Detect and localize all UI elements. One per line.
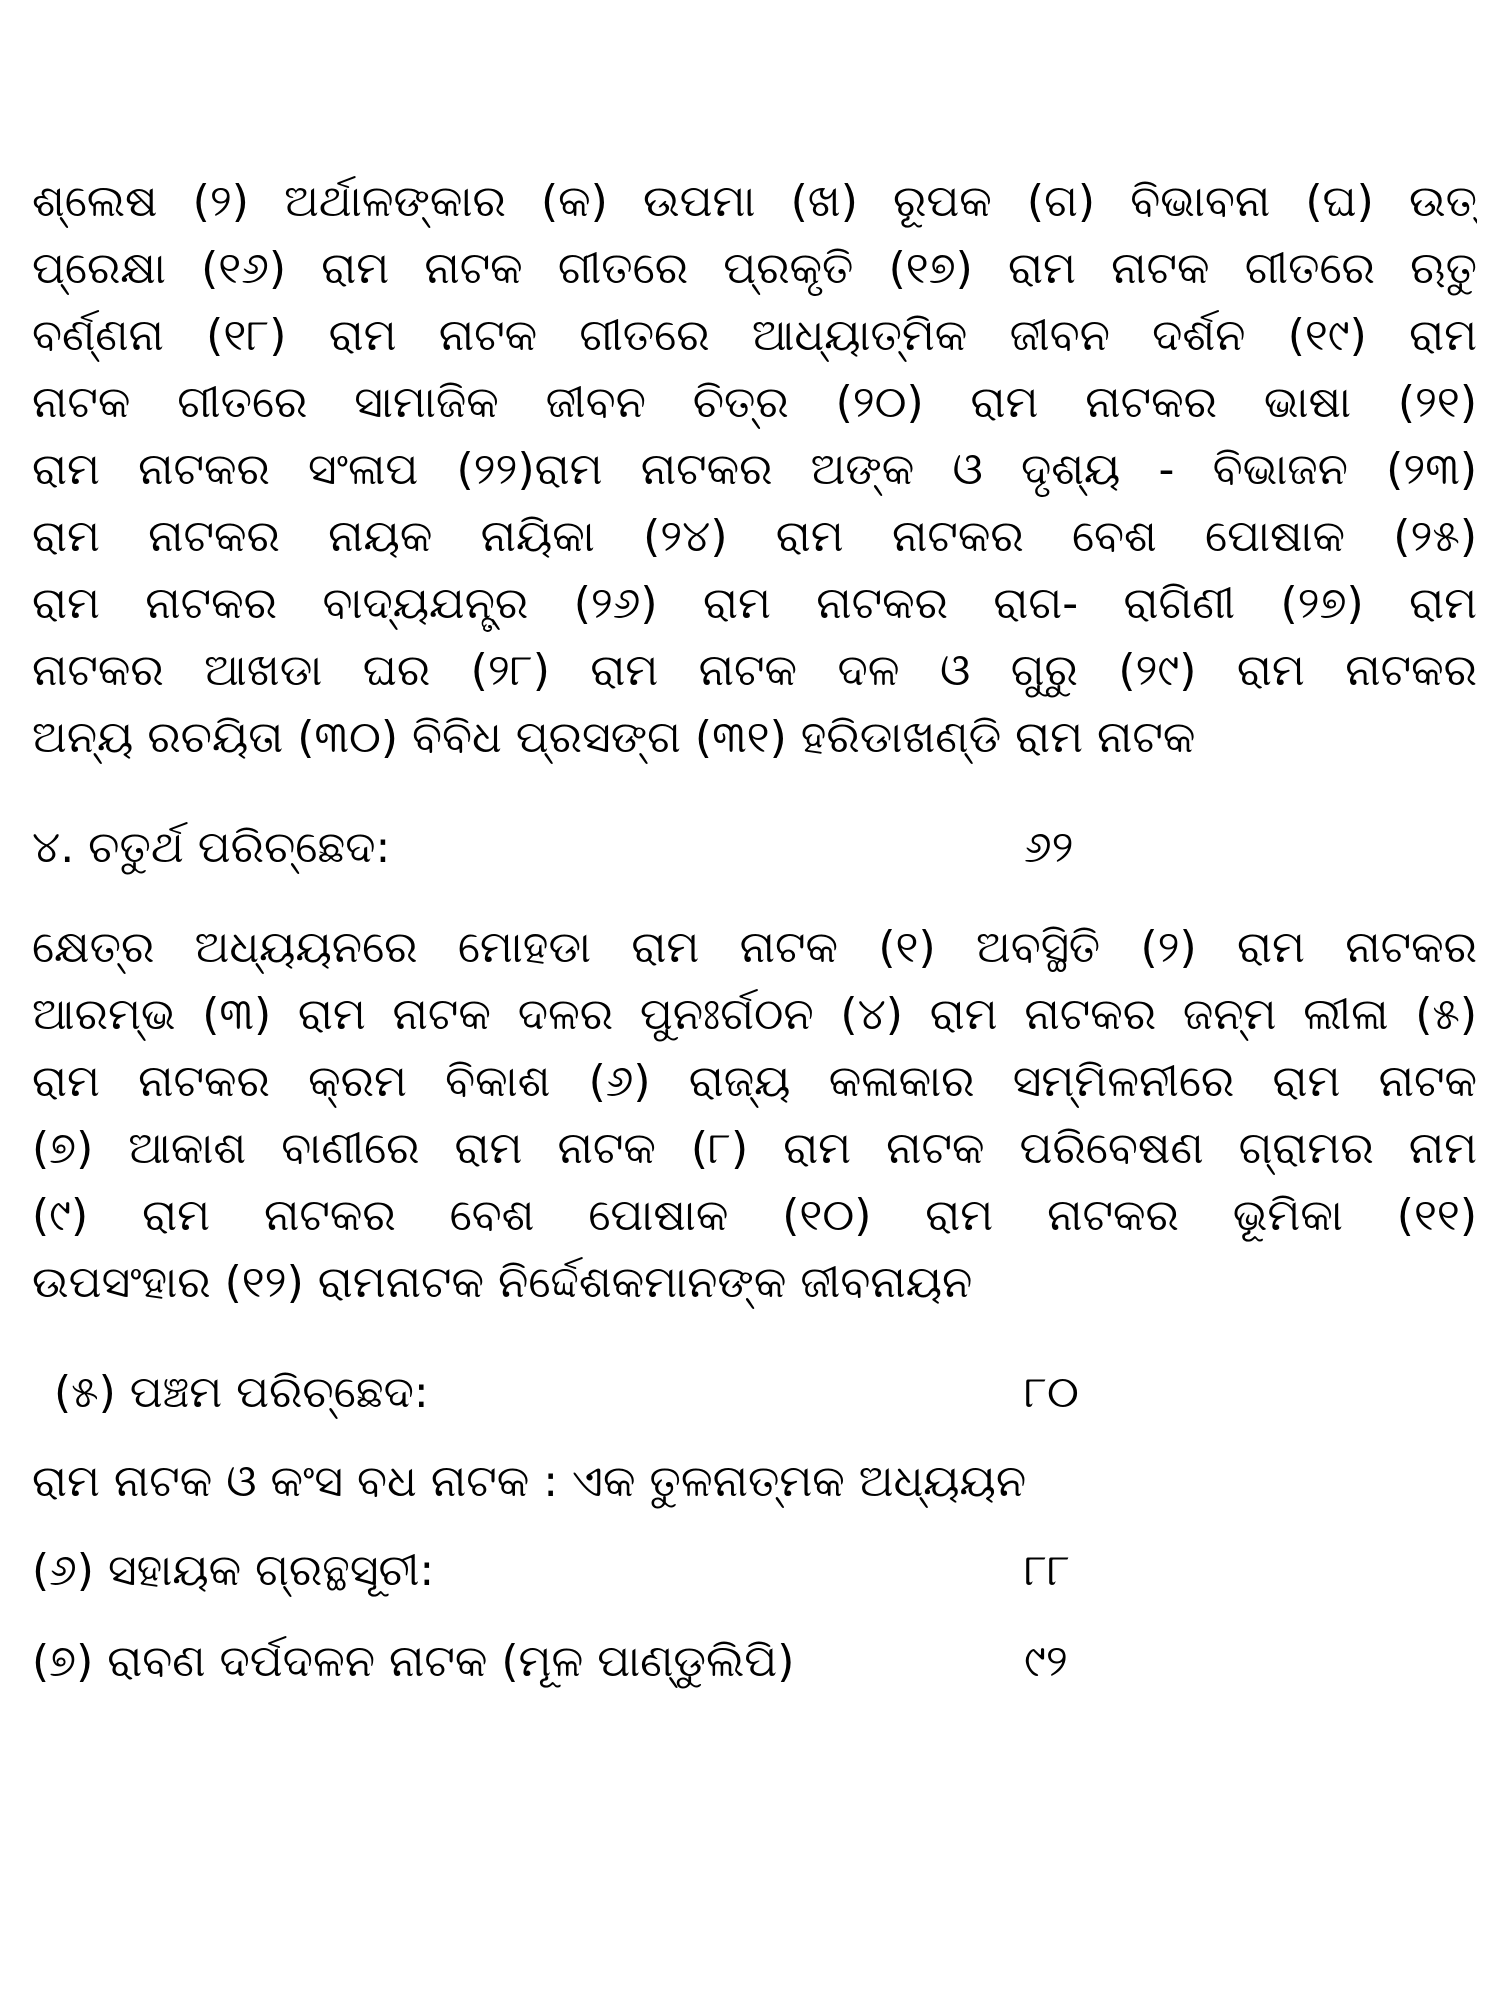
toc-entry-chapter6	[32, 1541, 1477, 1601]
chapter5-subtitle: ରାମ ନାଟକ ଓ କଂସ ବଧ ନାଟକ : ଏକ ତୁଳନାତ୍ମକ ଅଧ୍ୟୟନ	[32, 1456, 1027, 1507]
paragraph2-line: ଉପସଂହାର (୧୨) ରାମନାଟକ ନିର୍ଦ୍ଦେଶକମାନଙ୍କ ଜୀବନାୟନ	[32, 1257, 973, 1308]
toc-chapter6-page: ୮୮	[1024, 1545, 1070, 1596]
toc-chapter6-title: (୬) ସହାୟକ ଗ୍ରନ୍ଥସୂଚୀ:	[32, 1545, 435, 1596]
paragraph1-line: ବର୍ଣ୍ଣନା (୧୮) ରାମ ନାଟକ ଗୀତରେ ଆଧ୍ୟାତ୍ମିକ ଜୀବନ ଦର୍ଶନ (୧୯) ରାମ	[32, 310, 1477, 361]
toc-chapter5-page: ୮୦	[1024, 1367, 1079, 1418]
paragraph1-line: ପ୍ରେକ୍ଷା (୧୬) ରାମ ନାଟକ ଗୀତରେ ପ୍ରକୃତି (୧୭) ରାମ ନାଟକ ଗୀତରେ ଋତୁ	[32, 243, 1477, 294]
toc-chapter7-page: ୯୨	[1024, 1636, 1068, 1687]
toc-chapter4-page: ୬୨	[1024, 822, 1074, 873]
paragraph1-line: ନାଟକ ଗୀତରେ ସାମାଜିକ ଜୀବନ ଚିତ୍ର (୨୦) ରାମ ନାଟକର ଭାଷା (୨୧)	[32, 377, 1477, 428]
paragraph1-line: ରାମ ନାଟକର ବାଦ୍ୟଯନ୍ତ୍ର (୨୬) ରାମ ନାଟକର ରାଗ- ରାଗିଣୀ (୨୭) ରାମ	[32, 578, 1477, 629]
toc-chapter7-title: (୭) ରାବଣ ଦର୍ପଦଳନ ନାଟକ (ମୂଳ ପାଣ୍ଡୁଲିପି)	[32, 1636, 795, 1687]
toc-entry-chapter7	[32, 1632, 1477, 1692]
paragraph2-line: ଆରମ୍ଭ (୩) ରାମ ନାଟକ ଦଳର ପୁନଃର୍ଗଠନ (୪) ରାମ ନାଟକର ଜନ୍ମ ଲୀଳା (୫)	[32, 989, 1477, 1040]
paragraph1-line: ଅନ୍ୟ ରଚୟିତା (୩୦) ବିବିଧ ପ୍ରସଙ୍ଗ (୩୧) ହରିଡାଖଣ୍ଡି ରାମ ନାଟକ	[32, 712, 1196, 763]
paragraph2-line: ରାମ ନାଟକର କ୍ରମ ବିକାଶ (୬) ରାଜ୍ୟ କଳାକାର ସମ୍ମିଳନୀରେ ରାମ ନାଟକ	[32, 1056, 1477, 1107]
paragraph1-line: ରାମ ନାଟକର ସଂଳାପ (୨୨)ରାମ ନାଟକର ଅଙ୍କ ଓ ଦୃଶ୍ୟ - ବିଭାଜନ (୨୩)	[32, 444, 1477, 495]
paragraph2-line: କ୍ଷେତ୍ର ଅଧ୍ୟୟନରେ ମୋହଡା ରାମ ନାଟକ (୧) ଅବସ୍ଥିତି (୨) ରାମ ନାଟକର	[32, 922, 1477, 973]
toc-entry-chapter5	[32, 1363, 1477, 1423]
paragraph2-line: (୯) ରାମ ନାଟକର ବେଶ ପୋଷାକ (୧୦) ରାମ ନାଟକର ଭୂମିକା (୧୧)	[32, 1190, 1477, 1241]
paragraph1-line: ନାଟକର ଆଖଡା ଘର (୨୮) ରାମ ନାଟକ ଦଳ ଓ ଗୁରୁ (୨୯) ରାମ ନାଟକର	[32, 645, 1477, 696]
toc-chapter4-title: ୪. ଚତୁର୍ଥ ପରିଚ୍ଛେଦ:	[32, 822, 391, 873]
paragraph1-line: ଶ୍ଲେଷ (୨) ଅର୍ଥାଳଙ୍କାର (କ) ଉପମା (ଖ) ରୂପକ (ଗ) ବିଭାବନା (ଘ) ଉତ୍	[32, 176, 1477, 227]
paragraph2-line: (୭) ଆକାଶ ବାଣୀରେ ରାମ ନାଟକ (୮) ରାମ ନାଟକ ପରିବେଷଣ ଗ୍ରାମର ନାମ	[32, 1123, 1477, 1174]
toc-chapter5-title: (୫) ପଞ୍ଚମ ପରିଚ୍ଛେଦ:	[54, 1367, 429, 1418]
paragraph1-line: ରାମ ନାଟକର ନାୟକ ନାୟିକା (୨୪) ରାମ ନାଟକର ବେଶ ପୋଷାକ (୨୫)	[32, 511, 1477, 562]
toc-entry-chapter4	[32, 818, 1477, 878]
